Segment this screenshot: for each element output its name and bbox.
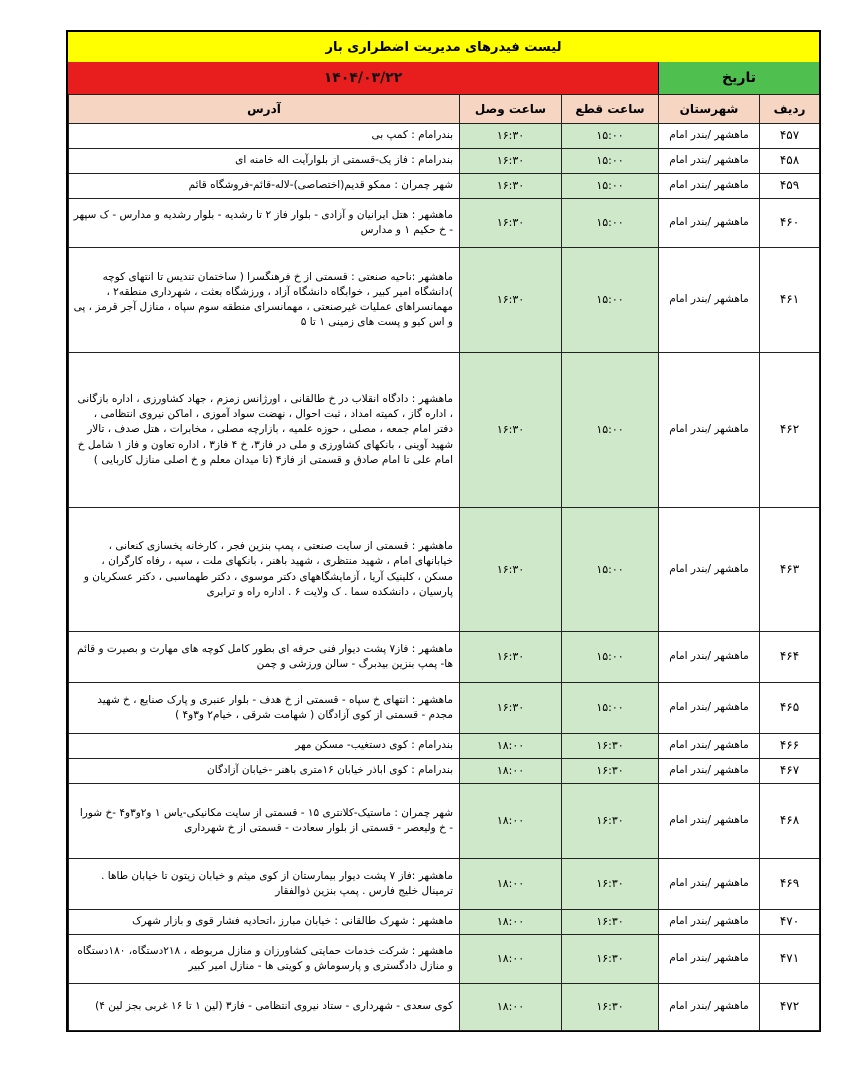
cut-time-cell: ۱۶:۳۰ bbox=[562, 759, 659, 784]
row-number-cell: ۴۷۱ bbox=[760, 935, 820, 984]
address-cell: ماهشهر :فاز ۷ پشت دیوار بیمارستان از کوی میثم و خیابان زیتون تا خیابان طاها . ترمینال خلیج فارس . پمپ بنزین ذوالفقار bbox=[69, 859, 460, 910]
city-cell: ماهشهر /بندر امام bbox=[659, 508, 760, 632]
address-cell: ماهشهر : شهرک طالقانی : خیابان مبارز ،اتحادیه فشار قوی و بازار شهرک bbox=[69, 910, 460, 935]
feeder-list-sheet bbox=[66, 30, 821, 1032]
table-row bbox=[69, 784, 820, 859]
row-number-cell: ۴۵۷ bbox=[760, 124, 820, 149]
city-cell: ماهشهر /بندر امام bbox=[659, 784, 760, 859]
address-cell: بندرامام : کوی دستغیب- مسکن مهر bbox=[69, 734, 460, 759]
cut-time-cell: ۱۵:۰۰ bbox=[562, 174, 659, 199]
table-row bbox=[69, 935, 820, 984]
feeder-table bbox=[68, 94, 820, 1031]
date-label: تاریخ bbox=[659, 62, 819, 94]
connect-time-cell: ۱۸:۰۰ bbox=[460, 784, 562, 859]
city-cell: ماهشهر /بندر امام bbox=[659, 353, 760, 508]
row-number-cell: ۴۷۰ bbox=[760, 910, 820, 935]
address-cell: ماهشهر : هتل ایرانیان و آزادی - بلوار فاز ۲ تا رشدیه - بلوار رشدیه و مدارس - ک سپهر - خ حکیم ۱ و مدارس bbox=[69, 199, 460, 248]
city-cell: ماهشهر /بندر امام bbox=[659, 984, 760, 1031]
table-row bbox=[69, 149, 820, 174]
connect-time-cell: ۱۸:۰۰ bbox=[460, 859, 562, 910]
row-number-cell: ۴۶۶ bbox=[760, 734, 820, 759]
date-value: ۱۴۰۴/۰۳/۲۲ bbox=[68, 62, 659, 94]
cut-time-cell: ۱۵:۰۰ bbox=[562, 149, 659, 174]
row-number-cell: ۴۶۹ bbox=[760, 859, 820, 910]
connect-time-cell: ۱۶:۳۰ bbox=[460, 199, 562, 248]
table-row bbox=[69, 199, 820, 248]
cut-time-cell: ۱۶:۳۰ bbox=[562, 784, 659, 859]
date-row bbox=[68, 62, 819, 95]
table-row bbox=[69, 734, 820, 759]
row-number-cell: ۴۵۸ bbox=[760, 149, 820, 174]
table-row bbox=[69, 632, 820, 683]
cut-time-cell: ۱۵:۰۰ bbox=[562, 199, 659, 248]
city-cell: ماهشهر /بندر امام bbox=[659, 910, 760, 935]
column-header-row-number: ردیف bbox=[760, 95, 820, 124]
row-number-cell: ۴۶۵ bbox=[760, 683, 820, 734]
table-row bbox=[69, 248, 820, 353]
connect-time-cell: ۱۶:۳۰ bbox=[460, 632, 562, 683]
table-header-row bbox=[69, 95, 820, 124]
cut-time-cell: ۱۶:۳۰ bbox=[562, 734, 659, 759]
row-number-cell: ۴۵۹ bbox=[760, 174, 820, 199]
table-row bbox=[69, 984, 820, 1031]
address-cell: کوی سعدی - شهرداری - ستاد نیروی انتظامی - فاز۳ (لین ۱ تا ۱۶ غربی بجز لین ۴) bbox=[69, 984, 460, 1031]
column-header-cut-time: ساعت قطع bbox=[562, 95, 659, 124]
connect-time-cell: ۱۶:۳۰ bbox=[460, 248, 562, 353]
table-row bbox=[69, 508, 820, 632]
connect-time-cell: ۱۸:۰۰ bbox=[460, 910, 562, 935]
row-number-cell: ۴۶۳ bbox=[760, 508, 820, 632]
address-cell: بندرامام : کمپ بی bbox=[69, 124, 460, 149]
address-cell: ماهشهر : دادگاه انقلاب در خ طالقانی ، اورژانس زمزم ، جهاد کشاورزی ، اداره بازگانی ، اداره گاز ، کمیته امداد ، ثبت احوال ، نهضت سواد آموزی ، اماکن نیروی انتظامی ، دفتر امام جمعه ، مصلی ، حوزه علمیه ، بازارچه مصلی ، مخابرات ، هتل صدف ، تالار شهید آوینی ، بانکهای کشاورزی و ملی در فاز۳، خ ۴ فاز۳ ، اداره تعاون و فاز ۱ شامل خ امام علی تا امام صادق و قسمتی از فاز۴ (تا میدان معلم و خ اصلی منازل کاربایی ) bbox=[69, 353, 460, 508]
cut-time-cell: ۱۵:۰۰ bbox=[562, 248, 659, 353]
city-cell: ماهشهر /بندر امام bbox=[659, 683, 760, 734]
table-row bbox=[69, 124, 820, 149]
table-row bbox=[69, 859, 820, 910]
row-number-cell: ۴۷۲ bbox=[760, 984, 820, 1031]
connect-time-cell: ۱۸:۰۰ bbox=[460, 984, 562, 1031]
address-cell: ماهشهر :ناحیه صنعتی : قسمتی از خ فرهنگسرا ( ساختمان تندیس تا انتهای کوچه )دانشگاه امیر کبیر ، خوابگاه دانشگاه آزاد ، ورزشگاه بعثت ، شهرداری منطقه۲ ، مهمانسراهای عملیات غیرصنعتی ، مهمانسرای منطقه سوم سپاه ، منازل آجر قرمز ، پی و اس کیو و پست های زمینی ۱ تا ۵ bbox=[69, 248, 460, 353]
connect-time-cell: ۱۶:۳۰ bbox=[460, 353, 562, 508]
connect-time-cell: ۱۸:۰۰ bbox=[460, 935, 562, 984]
cut-time-cell: ۱۵:۰۰ bbox=[562, 124, 659, 149]
page-title: لیست فیدرهای مدیریت اضطراری بار bbox=[68, 32, 819, 63]
city-cell: ماهشهر /بندر امام bbox=[659, 632, 760, 683]
cut-time-cell: ۱۶:۳۰ bbox=[562, 910, 659, 935]
table-row bbox=[69, 759, 820, 784]
row-number-cell: ۴۶۷ bbox=[760, 759, 820, 784]
table-row bbox=[69, 174, 820, 199]
cut-time-cell: ۱۶:۳۰ bbox=[562, 935, 659, 984]
cut-time-cell: ۱۶:۳۰ bbox=[562, 859, 659, 910]
table-row bbox=[69, 910, 820, 935]
table-row bbox=[69, 683, 820, 734]
table-body bbox=[69, 124, 820, 1031]
city-cell: ماهشهر /بندر امام bbox=[659, 859, 760, 910]
column-header-city: شهرستان bbox=[659, 95, 760, 124]
address-cell: ماهشهر : شرکت خدمات حمایتی کشاورزان و منازل مربوطه ، ۲۱۸دستگاه، ۱۸۰دستگاه و منازل دادگستری و پارسوماش و کویتی ها - منازل امیر کبیر bbox=[69, 935, 460, 984]
row-number-cell: ۴۶۰ bbox=[760, 199, 820, 248]
address-cell: شهر چمران : ماستیک-کلانتری ۱۵ - قسمتی از سایت مکانیکی-یاس ۱ و۲و۳و۴ -خ شورا - خ ولیعصر - قسمتی از بلوار سعادت - قسمتی از خ شهرداری bbox=[69, 784, 460, 859]
city-cell: ماهشهر /بندر امام bbox=[659, 935, 760, 984]
connect-time-cell: ۱۸:۰۰ bbox=[460, 734, 562, 759]
city-cell: ماهشهر /بندر امام bbox=[659, 248, 760, 353]
cut-time-cell: ۱۶:۳۰ bbox=[562, 984, 659, 1031]
row-number-cell: ۴۶۸ bbox=[760, 784, 820, 859]
row-number-cell: ۴۶۱ bbox=[760, 248, 820, 353]
cut-time-cell: ۱۵:۰۰ bbox=[562, 683, 659, 734]
address-cell: ماهشهر : انتهای خ سپاه - قسمتی از خ هدف - بلوار عنبری و پارک صنایع ، خ شهید مجدم - قسمتی از کوی آزادگان ( شهامت شرقی ، خیام۲ و۳و۴ ) bbox=[69, 683, 460, 734]
city-cell: ماهشهر /بندر امام bbox=[659, 124, 760, 149]
address-cell: بندرامام : کوی اباذر خیابان ۱۶متری باهنر -خیابان آزادگان bbox=[69, 759, 460, 784]
column-header-connect-time: ساعت وصل bbox=[460, 95, 562, 124]
row-number-cell: ۴۶۲ bbox=[760, 353, 820, 508]
address-cell: شهر چمران : ممکو قدیم(اختصاصی)-لاله-قائم-فروشگاه قائم bbox=[69, 174, 460, 199]
city-cell: ماهشهر /بندر امام bbox=[659, 174, 760, 199]
city-cell: ماهشهر /بندر امام bbox=[659, 734, 760, 759]
connect-time-cell: ۱۸:۰۰ bbox=[460, 759, 562, 784]
connect-time-cell: ۱۶:۳۰ bbox=[460, 508, 562, 632]
row-number-cell: ۴۶۴ bbox=[760, 632, 820, 683]
connect-time-cell: ۱۶:۳۰ bbox=[460, 174, 562, 199]
connect-time-cell: ۱۶:۳۰ bbox=[460, 149, 562, 174]
city-cell: ماهشهر /بندر امام bbox=[659, 149, 760, 174]
cut-time-cell: ۱۵:۰۰ bbox=[562, 632, 659, 683]
cut-time-cell: ۱۵:۰۰ bbox=[562, 353, 659, 508]
city-cell: ماهشهر /بندر امام bbox=[659, 199, 760, 248]
column-header-address: آدرس bbox=[69, 95, 460, 124]
address-cell: بندرامام : فاز یک-قسمتی از بلوارآیت اله خامنه ای bbox=[69, 149, 460, 174]
table-row bbox=[69, 353, 820, 508]
address-cell: ماهشهر : قسمتی از سایت صنعتی ، پمپ بنزین فجر ، کارخانه یخسازی کنعانی ، خیابانهای امام ، شهید منتظری ، شهید باهنر ، بانکهای ملت ، سپه ، رفاه کارگران ، مسکن ، کلینیک آریا ، آزمایشگاههای دکتر موسوی ، دکتر طهماسبی ، دکتر عسکریان و پارسیان ، دانشکده سما . ک ولایت ۶ . اداره راه و ترابری bbox=[69, 508, 460, 632]
connect-time-cell: ۱۶:۳۰ bbox=[460, 683, 562, 734]
connect-time-cell: ۱۶:۳۰ bbox=[460, 124, 562, 149]
city-cell: ماهشهر /بندر امام bbox=[659, 759, 760, 784]
cut-time-cell: ۱۵:۰۰ bbox=[562, 508, 659, 632]
address-cell: ماهشهر : فاز۷ پشت دیوار فنی حرفه ای بطور کامل کوچه های مهارت و بصیرت و قائم ها- پمپ بنزین بیدبرگ - سالن ورزشی و چمن bbox=[69, 632, 460, 683]
